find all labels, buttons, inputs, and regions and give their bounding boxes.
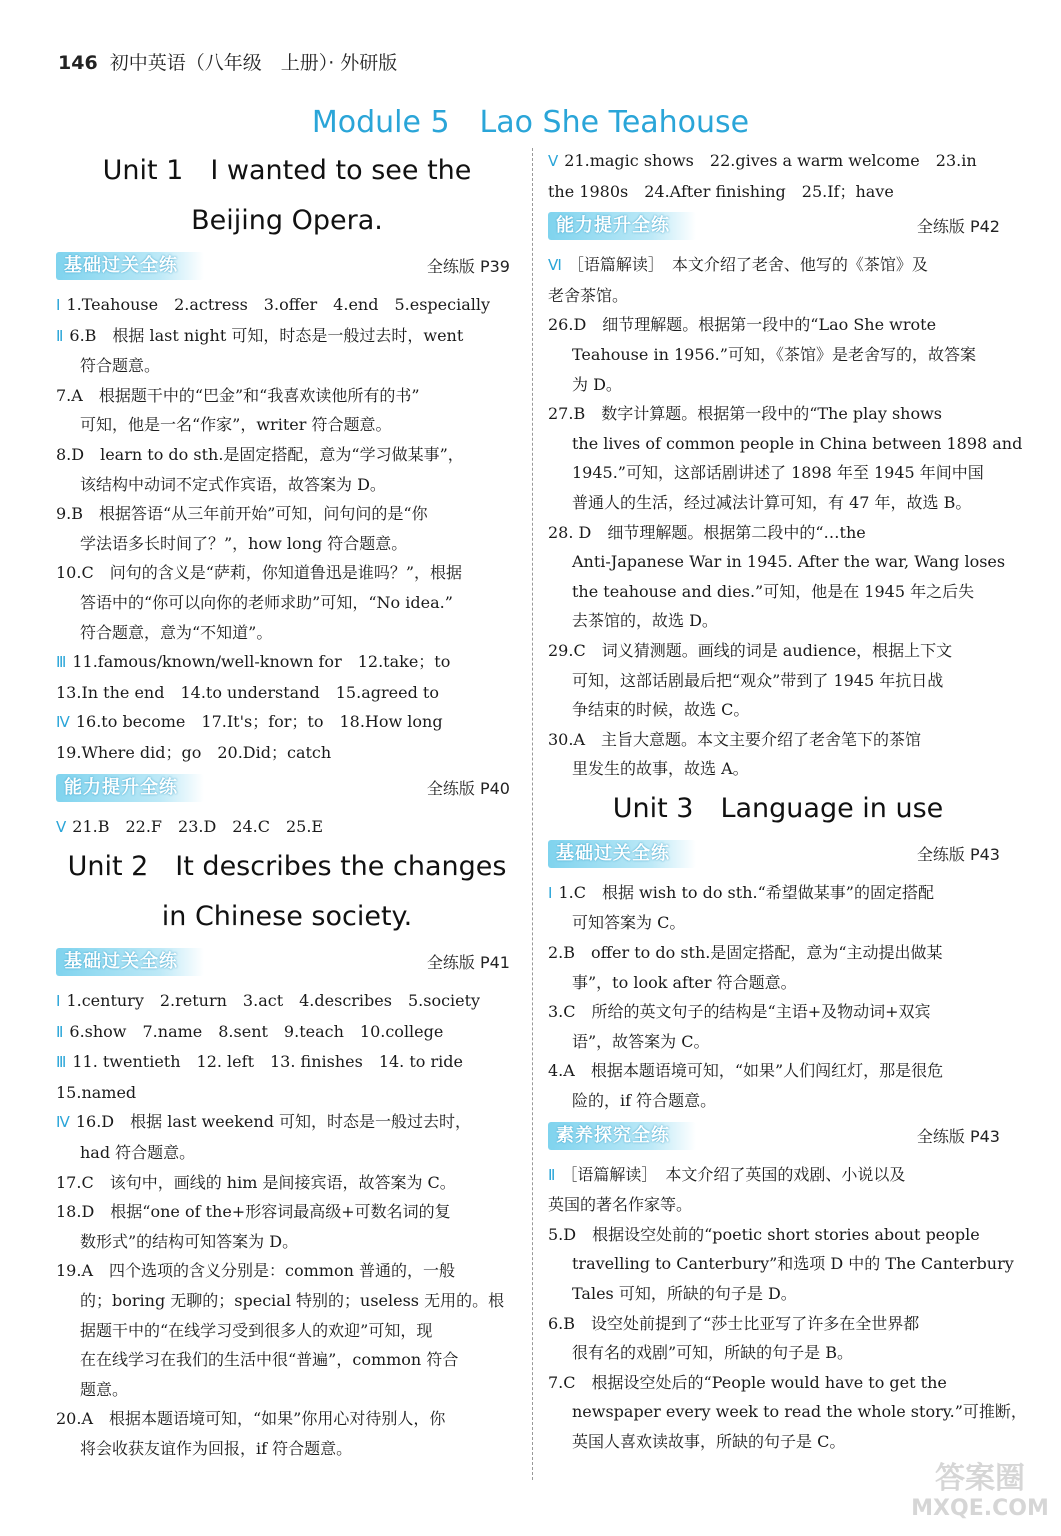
answer-line: 里发生的故事，故选 A。 bbox=[572, 759, 749, 779]
answer-line: Ⅳ 16.to become 17.It's；for；to 18.How long bbox=[56, 712, 443, 732]
answer-line: 19.Where did；go 20.Did；catch bbox=[56, 742, 332, 762]
answer-line: 答语中的“你可以向你的老师求助”可知，“No idea.” bbox=[80, 592, 453, 612]
unit3-title: Unit 3 Language in use bbox=[612, 792, 944, 824]
answer-line: 9.B 根据答语“从三年前开始”可知，问句问的是“你 bbox=[56, 504, 428, 524]
section-bar-basic bbox=[548, 838, 1008, 872]
unit1-title-line2: Beijing Opera. bbox=[191, 205, 383, 236]
answer-line: 5.D 根据设空处前的“poetic short stories about people bbox=[548, 1224, 980, 1244]
answer-line: travelling to Canterbury”和选项 D 中的 The Canterbury bbox=[572, 1254, 1014, 1274]
answer-line: 事”，to look after 符合题意。 bbox=[572, 972, 797, 992]
section-tag: 基础过关全练 bbox=[56, 948, 204, 976]
answer-line: 英国人喜欢读故事，所缺的句子是 C。 bbox=[572, 1431, 846, 1451]
answer-line: 可知答案为 C。 bbox=[572, 913, 686, 933]
answer-line: Ⅲ 11. twentieth 12. left 13. finishes 14. to ride bbox=[56, 1052, 463, 1072]
answer-line: 29.C 词义猜测题。画线的词是 audience，根据上下文 bbox=[548, 640, 953, 660]
section-tag: 素养探究全练 bbox=[548, 1122, 696, 1150]
section-tag: 能力提升全练 bbox=[548, 212, 696, 240]
answer-line: 在在线学习在我们的生活中很“普遍”，common 符合 bbox=[80, 1350, 459, 1370]
answer-line: 1945.”可知，这部话剧讲述了 1898 年至 1945 年间中国 bbox=[572, 463, 984, 483]
answer-line: 26.D 细节理解题。根据第一段中的“Lao She wrote bbox=[548, 315, 937, 335]
section-bar-advanced bbox=[548, 210, 1008, 244]
section-bar-advanced bbox=[56, 772, 518, 806]
answer-line: 普通人的生活，经过减法计算可知，有 47 年，故选 B。 bbox=[572, 492, 972, 512]
answer-line: 7.A 根据题干中的“巴金”和“我喜欢读他所有的书” bbox=[56, 385, 420, 405]
answer-line: 很有名的戏剧”可知，所缺的句子是 B。 bbox=[572, 1343, 854, 1363]
page-number: 146 bbox=[58, 52, 98, 74]
section-tag: 基础过关全练 bbox=[56, 252, 204, 280]
unit2-title-line2: in Chinese society. bbox=[161, 901, 413, 933]
section-ref: 全练版 P39 bbox=[426, 257, 510, 276]
answer-line: 3.C 所给的英文句子的结构是“主语+及物动词+双宾 bbox=[548, 1002, 931, 1022]
answer-line: Ⅲ 11.famous/known/well-known for 12.take；to bbox=[56, 652, 451, 672]
answer-line: 4.A 根据本题语境可知，“如果”人们闯红灯，那是很危 bbox=[548, 1061, 944, 1081]
answer-line: Anti-Japanese War in 1945. After the war, Wang loses bbox=[572, 552, 1006, 572]
answer-line: 学法语多长时间了？”，how long 符合题意。 bbox=[80, 533, 408, 553]
section-tag: 能力提升全练 bbox=[56, 774, 204, 802]
unit1-title-line1: Unit 1 I wanted to see the bbox=[102, 155, 472, 186]
section-ref: 全练版 P40 bbox=[426, 778, 510, 798]
answer-line: 数形式”的结构可知答案为 D。 bbox=[80, 1231, 299, 1251]
answer-line: Ⅰ 1.Teahouse 2.actress 3.offer 4.end 5.especially bbox=[56, 295, 491, 314]
answer-line: 题意。 bbox=[80, 1379, 129, 1399]
answer-line: 符合题意，意为“不知道”。 bbox=[80, 622, 273, 642]
module-title: Module 5 Lao She Teahouse bbox=[311, 105, 750, 140]
section-bar-basic bbox=[56, 946, 518, 980]
section-ref: 全练版 P41 bbox=[426, 953, 510, 973]
answer-line: Ⅱ ［语篇解读］ 本文介绍了英国的戏剧、小说以及 bbox=[548, 1164, 906, 1184]
answer-line: Ⅱ 6.show 7.name 8.sent 9.teach 10.college bbox=[56, 1021, 444, 1041]
section-bar-inquiry bbox=[548, 1120, 1008, 1154]
answer-line: 争结束的时候，故选 C。 bbox=[572, 700, 750, 720]
answer-line: 该结构中动词不定式作宾语，故答案为 D。 bbox=[80, 474, 386, 494]
answer-line: 8.D learn to do sth.是固定搭配，意为“学习做某事”， bbox=[56, 444, 464, 464]
answer-line: newspaper every week to read the whole story.”可推断， bbox=[572, 1402, 1027, 1422]
answer-line: Ⅰ 1.C 根据 wish to do sth.“希望做某事”的固定搭配 bbox=[548, 882, 934, 902]
answer-line: Ⅴ 21.B 22.F 23.D 24.C 25.E bbox=[56, 816, 324, 836]
answer-line: 险的，if 符合题意。 bbox=[572, 1091, 717, 1111]
answer-line: the lives of common people in China between 1898 and bbox=[572, 433, 1023, 453]
page-header bbox=[58, 48, 397, 75]
answer-line: 2.B offer to do sth.是固定搭配，意为“主动提出做某 bbox=[548, 943, 943, 963]
unit2-title-line1: Unit 2 It describes the changes bbox=[67, 851, 507, 883]
answer-line: 去茶馆的，故选 D。 bbox=[572, 611, 718, 631]
answer-line: 18.D 根据“one of the+形容词最高级+可数名词的复 bbox=[56, 1202, 451, 1222]
right-column bbox=[548, 146, 1027, 1457]
section-tag: 基础过关全练 bbox=[548, 840, 696, 868]
answer-line: 将会收获友谊作为回报，if 符合题意。 bbox=[80, 1439, 353, 1458]
answer-line: had 符合题意。 bbox=[80, 1143, 196, 1163]
answer-line: Ⅴ 21.magic shows 22.gives a warm welcome 23.in bbox=[548, 151, 977, 170]
answer-line: Teahouse in 1956.”可知，《茶馆》是老舍写的，故答案 bbox=[572, 344, 976, 364]
answer-line: 19.A 四个选项的含义分别是：common 普通的，一般 bbox=[56, 1261, 455, 1281]
answer-line: Ⅳ 16.D 根据 last weekend 可知，时态是一般过去时， bbox=[56, 1112, 472, 1132]
answer-line: 13.In the end 14.to understand 15.agreed to bbox=[56, 682, 439, 702]
answer-line: 20.A 根据本题语境可知，“如果”你用心对待别人，你 bbox=[56, 1409, 446, 1429]
answer-line: 英国的著名作家等。 bbox=[548, 1195, 693, 1215]
answer-line: Ⅵ ［语篇解读］ 本文介绍了老舍、他写的《茶馆》及 bbox=[548, 255, 928, 275]
answer-line: 据题干中的“在线学习受到很多人的欢迎”可知，现 bbox=[80, 1320, 433, 1340]
section-ref: 全练版 P42 bbox=[916, 217, 1000, 237]
answer-line: 30.A 主旨大意题。本文主要介绍了老舍笔下的茶馆 bbox=[548, 729, 922, 749]
answer-line: 27.B 数字计算题。根据第一段中的“The play shows bbox=[548, 404, 942, 424]
watermark-logo: 答案圈 MXQE.COM bbox=[911, 1461, 1049, 1521]
answer-line: 语”，故答案为 C。 bbox=[572, 1031, 710, 1051]
answer-line: 老舍茶馆。 bbox=[548, 285, 629, 305]
column-divider bbox=[532, 148, 533, 1480]
left-column bbox=[56, 146, 518, 1464]
answer-line: 7.C 根据设空处后的“People would have to get the bbox=[548, 1372, 947, 1392]
answer-line: 的；boring 无聊的；special 特别的；useless 无用的。根 bbox=[80, 1291, 505, 1311]
answer-line: 15.named bbox=[56, 1082, 137, 1102]
answer-line: Ⅱ 6.B 根据 last night 可知，时态是一般过去时，went bbox=[56, 325, 464, 345]
answer-line: 17.C 该句中，画线的 him 是间接宾语，故答案为 C。 bbox=[56, 1172, 456, 1192]
answer-line: 28. D 细节理解题。根据第二段中的“…the bbox=[548, 522, 866, 542]
section-bar-basic bbox=[56, 250, 518, 284]
answer-line: 10.C 问句的含义是“萨莉，你知道鲁迅是谁吗？”，根据 bbox=[56, 563, 463, 583]
answer-line: 可知，这部话剧最后把“观众”带到了 1945 年抗日战 bbox=[572, 670, 944, 690]
answer-line: 6.B 设空处前提到了“莎士比亚写了许多在全世界都 bbox=[548, 1313, 920, 1333]
answer-line: Ⅰ 1.century 2.return 3.act 4.describes 5.society bbox=[56, 991, 481, 1011]
book-title: 初中英语（八年级 上册）· 外研版 bbox=[109, 52, 398, 74]
section-ref: 全练版 P43 bbox=[916, 844, 1000, 864]
section-ref: 全练版 P43 bbox=[916, 1126, 1000, 1146]
answer-line: 可知，他是一名“作家”，writer 符合题意。 bbox=[80, 415, 392, 435]
answer-line: the teahouse and dies.”可知，他是在 1945 年之后失 bbox=[572, 581, 975, 601]
answer-line: Tales 可知，所缺的句子是 D。 bbox=[572, 1284, 797, 1303]
answer-line: 符合题意。 bbox=[80, 356, 161, 376]
answer-line: 为 D。 bbox=[572, 374, 622, 394]
answer-line: the 1980s 24.After finishing 25.If；have bbox=[548, 181, 894, 201]
